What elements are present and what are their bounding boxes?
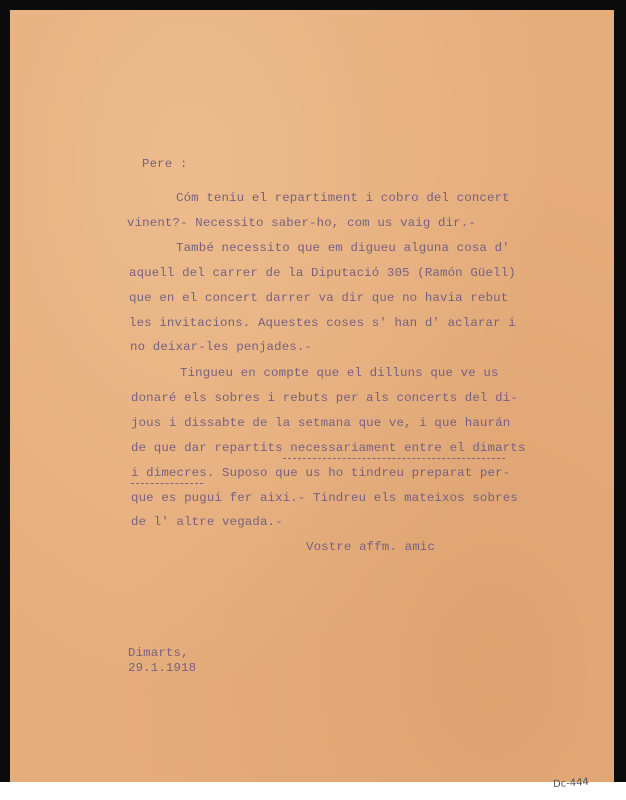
- date-day: Dimarts,: [128, 646, 189, 660]
- body-line-4: aquell del carrer de la Diputació 305 (Ramón Güell): [129, 266, 516, 280]
- body-line-6: les invitacions. Aquestes coses s' han d' aclarar i: [129, 316, 516, 330]
- body-line-1: Cóm teniu el repartiment i cobro del concert: [176, 191, 510, 205]
- body-line-12: i dimecres. Suposo que us ho tindreu preparat per-: [131, 466, 511, 480]
- letter-salutation: Pere :: [142, 157, 188, 171]
- body-line-14: de l' altre vegada.-: [131, 515, 283, 529]
- letter-closing: Vostre affm. amic: [306, 540, 435, 554]
- body-line-11: de que dar repartits necessariament entre el dimarts: [131, 441, 526, 455]
- body-line-13: que es pugui fer aixi.- Tindreu els mateixos sobres: [131, 491, 518, 505]
- body-line-5: que en el concert darrer va dir que no havia rebut: [129, 291, 509, 305]
- letter-date: 29.1.1918: [128, 661, 197, 675]
- body-line-7: no deixar-les penjades.-: [130, 340, 313, 354]
- body-line-9: donaré els sobres i rebuts per als concerts del di-: [131, 391, 518, 405]
- underline-necessariament: [283, 458, 505, 459]
- scan-margin: [0, 782, 626, 800]
- archive-reference: Dc-444: [552, 776, 590, 791]
- underline-dimecres: [131, 483, 203, 484]
- body-line-8: Tingueu en compte que el dilluns que ve us: [180, 366, 499, 380]
- body-line-3: També necessito que em digueu alguna cosa d': [176, 241, 510, 255]
- body-line-10: jous i dissabte de la setmana que ve, i que haurán: [131, 416, 511, 430]
- body-line-2: vinent?- Necessito saber-ho, com us vaig dir.-: [127, 216, 476, 230]
